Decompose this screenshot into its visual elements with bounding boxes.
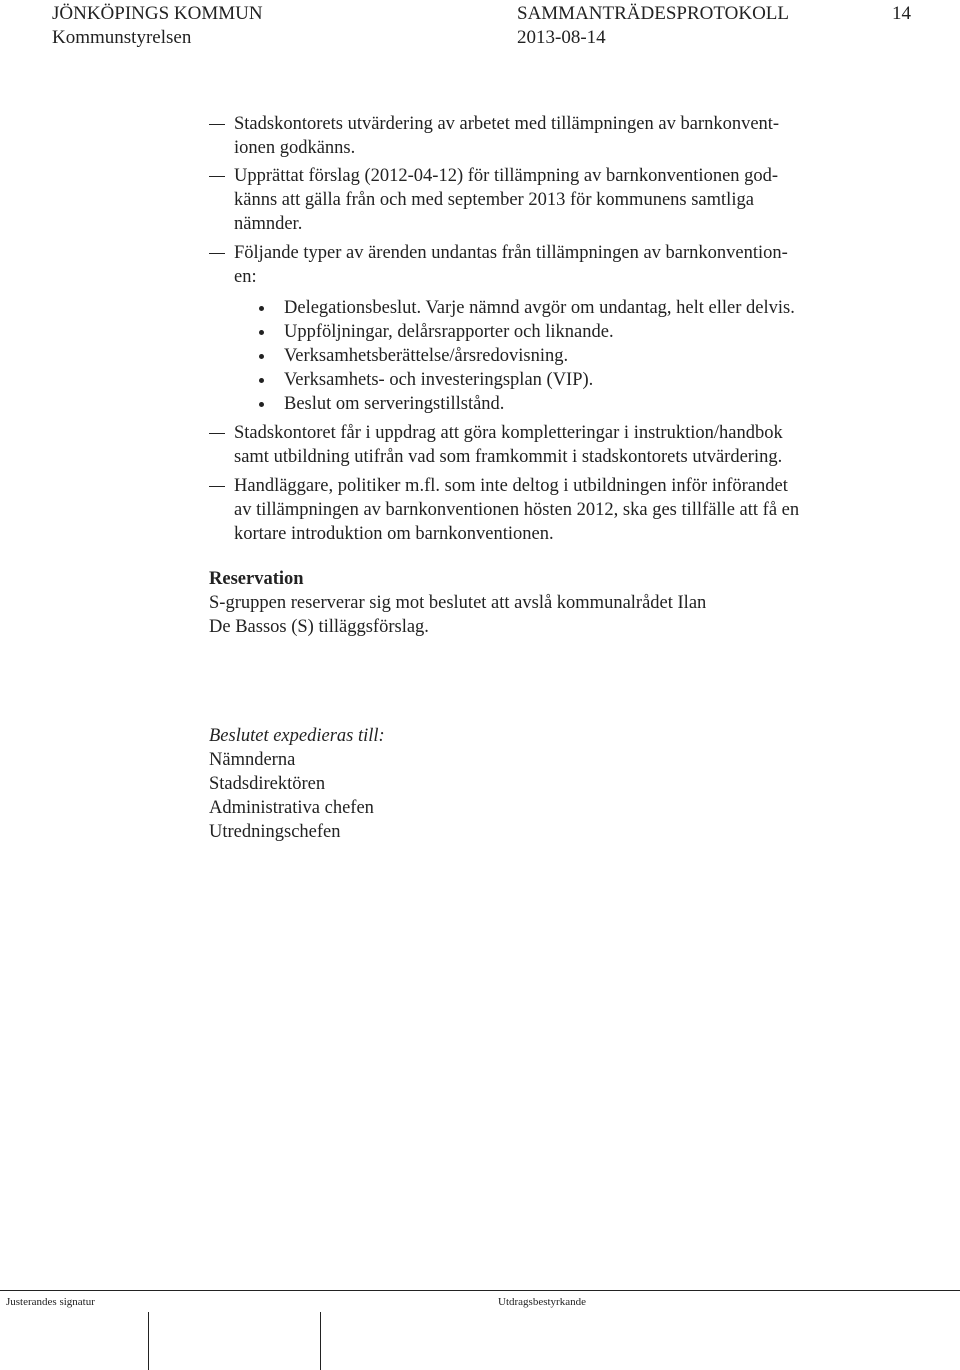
signature-field-divider [320,1312,321,1370]
exception-item: Delegationsbeslut. Varje nämnd avgör om undantag, helt eller delvis. [259,296,795,320]
recipient: Nämnderna [209,750,296,770]
document-type: SAMMANTRÄDESPROTOKOLL [517,3,790,24]
reservation-heading: Reservation [209,569,304,589]
recipient: Stadsdirektören [209,774,326,794]
distribution-heading: Beslutet expedieras till: [209,726,385,746]
decision-item: Följande typer av ärenden undantas från tillämpningen av barnkonvention- en: [209,241,889,289]
dash-icon [209,176,225,177]
footer-divider [0,1290,960,1291]
signature-field-divider [148,1312,149,1370]
page-number: 14 [892,3,911,24]
decision-item: Stadskontorets utvärdering av arbetet med tillämpningen av barnkonvent- ionen godkänns. [209,112,889,160]
org-name: JÖNKÖPINGS KOMMUN [52,3,263,24]
exception-item: Verksamhets- och investeringsplan (VIP). [259,368,593,392]
decision-item: Stadskontoret får i uppdrag att göra kompletteringar i instruktion/handbok samt utbildning utifrån vad som framkommit i stadskontorets utvärdering. [209,421,889,469]
decision-item: Upprättat förslag (2012-04-12) för tillämpning av barnkonventionen god- känns att gälla från och med september 2013 för kommunens samtliga nämnder. [209,164,889,236]
meeting-date: 2013-08-14 [517,27,606,48]
decision-item: Handläggare, politiker m.fl. som inte deltog i utbildningen inför införandet av tillämpningen av barnkonventionen hösten 2012, ska ges tillfälle att få en kortare introduktion om barnkonventionen. [209,474,889,546]
dash-icon [209,486,225,487]
dash-icon [209,253,225,254]
exception-item: Verksamhetsberättelse/årsredovisning. [259,344,568,368]
bullet-icon [259,330,264,335]
bullet-icon [259,402,264,407]
signature-label: Justerandes signatur [6,1296,95,1308]
dash-icon [209,433,225,434]
recipient: Utredningschefen [209,822,341,842]
verification-label: Utdragsbestyrkande [498,1296,586,1308]
bullet-icon [259,354,264,359]
dash-icon [209,124,225,125]
exception-item: Beslut om serveringstillstånd. [259,392,504,416]
bullet-icon [259,306,264,311]
reservation-text-line: S-gruppen reserverar sig mot beslutet att avslå kommunalrådet Ilan [209,593,707,613]
exception-item: Uppföljningar, delårsrapporter och liknande. [259,320,614,344]
reservation-text-line: De Bassos (S) tilläggsförslag. [209,617,429,637]
bullet-icon [259,378,264,383]
recipient: Administrativa chefen [209,798,374,818]
department: Kommunstyrelsen [52,27,192,48]
